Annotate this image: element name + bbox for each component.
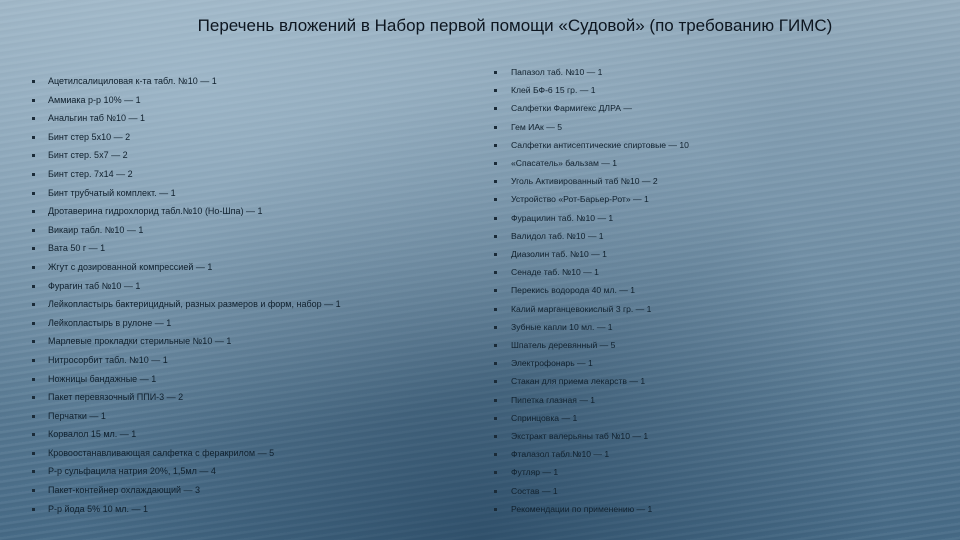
- list-item-text: Перчатки — 1: [48, 410, 106, 421]
- list-item: [511, 354, 689, 372]
- list-item-text: Фталазол табл.№10 — 1: [511, 449, 610, 460]
- list-item-text: Вата 50 г — 1: [48, 243, 106, 254]
- bullet-icon: [494, 344, 497, 347]
- bullet-icon: [32, 99, 35, 102]
- list-item-text: Стакан для приема лекарств — 1: [511, 376, 646, 387]
- list-item-text: Клей БФ-6 15 гр. — 1: [511, 85, 596, 96]
- bullet-icon: [494, 289, 497, 292]
- list-item: [48, 277, 341, 296]
- list-item: [48, 146, 341, 165]
- bullet-icon: [494, 217, 497, 220]
- list-item: [511, 63, 689, 81]
- list-item: [511, 336, 689, 354]
- list-item-text: Калий марганцевокислый 3 гр. — 1: [511, 303, 652, 314]
- list-item: [48, 370, 341, 389]
- bullet-icon: [494, 471, 497, 474]
- bullet-icon: [494, 107, 497, 110]
- list-item-text: Викаир табл. №10 — 1: [48, 224, 144, 235]
- list-item-text: Диазолин таб. №10 — 1: [511, 249, 607, 260]
- bullet-icon: [32, 489, 35, 492]
- list-item-text: Анальгин таб №10 — 1: [48, 113, 146, 124]
- bullet-icon: [32, 136, 35, 139]
- bullet-icon: [494, 126, 497, 129]
- list-item-text: Устройство «Рот-Барьер-Рот» — 1: [511, 194, 649, 205]
- bullet-icon: [32, 359, 35, 362]
- list-item-text: Аммиака р-р 10% — 1: [48, 94, 141, 105]
- list-item-text: Валидол таб. №10 — 1: [511, 230, 604, 241]
- bullet-icon: [32, 210, 35, 213]
- list-item-text: Лейкопластырь бактерицидный, разных размеров и форм, набор — 1: [48, 299, 341, 310]
- list-item-text: Фурацилин таб. №10 — 1: [511, 212, 614, 223]
- list-item: [511, 445, 689, 463]
- list-item: [48, 500, 341, 519]
- list-item-text: Папазол таб. №10 — 1: [511, 67, 603, 77]
- bullet-icon: [32, 229, 35, 232]
- bullet-icon: [494, 89, 497, 92]
- left-item-list: [48, 72, 341, 518]
- list-item: [511, 99, 689, 117]
- list-item-text: Зубные капли 10 мл. — 1: [511, 321, 613, 332]
- list-item: [48, 91, 341, 110]
- list-item-text: Бинт стер. 5х7 — 2: [48, 150, 128, 161]
- bullet-icon: [494, 490, 497, 493]
- list-item-text: Электрофонарь — 1: [511, 358, 593, 369]
- bullet-icon: [494, 435, 497, 438]
- list-item-text: Кровоостанавливающая салфетка с феракрилом — 5: [48, 447, 275, 458]
- right-item-list: [511, 63, 689, 518]
- list-item: [511, 81, 689, 99]
- list-item: [48, 332, 341, 351]
- list-item-text: Ножницы бандажные — 1: [48, 373, 157, 384]
- list-item: [48, 202, 341, 221]
- list-item: [48, 258, 341, 277]
- list-item: [511, 190, 689, 208]
- bullet-icon: [494, 71, 497, 74]
- list-item-text: Бинт трубчатый комплект. — 1: [48, 187, 176, 198]
- list-item-text: Ацетилсалициловая к-та табл. №10 — 1: [48, 76, 217, 86]
- list-item: [48, 184, 341, 203]
- list-item: [48, 295, 341, 314]
- list-item: [48, 388, 341, 407]
- bullet-icon: [494, 198, 497, 201]
- list-item: [48, 314, 341, 333]
- bullet-icon: [32, 452, 35, 455]
- list-item-text: Экстракт валерьяны таб №10 — 1: [511, 431, 649, 442]
- bullet-icon: [32, 303, 35, 306]
- bullet-icon: [494, 253, 497, 256]
- list-item-text: Лейкопластырь в рулоне — 1: [48, 317, 172, 328]
- bullet-icon: [32, 415, 35, 418]
- list-item: [511, 281, 689, 299]
- list-item-text: Пакет перевязочный ППИ-3 — 2: [48, 392, 184, 403]
- bullet-icon: [494, 162, 497, 165]
- list-item: [511, 227, 689, 245]
- bullet-icon: [494, 180, 497, 183]
- bullet-icon: [32, 322, 35, 325]
- list-item-text: Уголь Активированный таб №10 — 2: [511, 176, 658, 187]
- list-item-text: Марлевые прокладки стерильные №10 — 1: [48, 336, 232, 347]
- bullet-icon: [494, 453, 497, 456]
- list-item: [511, 136, 689, 154]
- list-item-text: Бинт стер. 7х14 — 2: [48, 168, 133, 179]
- bullet-icon: [494, 399, 497, 402]
- list-item-text: «Спасатель» бальзам — 1: [511, 158, 618, 169]
- list-item: [511, 154, 689, 172]
- list-item-text: Футляр — 1: [511, 467, 559, 478]
- bullet-icon: [494, 308, 497, 311]
- list-item: [48, 128, 341, 147]
- bullet-icon: [32, 247, 35, 250]
- list-item: [48, 72, 341, 91]
- list-item: [511, 500, 689, 518]
- bullet-icon: [32, 117, 35, 120]
- list-item-text: Дротаверина гидрохлорид табл.№10 (Но-Шпа) — 1: [48, 206, 263, 217]
- list-item: [511, 409, 689, 427]
- bullet-icon: [494, 235, 497, 238]
- list-item-text: Бинт стер 5х10 — 2: [48, 131, 131, 142]
- list-item-text: Перекись водорода 40 мл. — 1: [511, 285, 636, 296]
- list-item: [48, 351, 341, 370]
- bullet-icon: [32, 470, 35, 473]
- bullet-icon: [494, 417, 497, 420]
- list-item-text: Пипетка глазная — 1: [511, 394, 596, 405]
- list-item-text: Корвалол 15 мл. — 1: [48, 429, 137, 440]
- bullet-icon: [494, 271, 497, 274]
- list-item-text: Жгут с дозированной компрессией — 1: [48, 261, 213, 272]
- list-item: [48, 425, 341, 444]
- list-item: [511, 245, 689, 263]
- page-title: Перечень вложений в Набор первой помощи «Судовой» (по требованию ГИМС): [197, 16, 833, 35]
- list-item: [511, 118, 689, 136]
- list-item: [511, 209, 689, 227]
- list-item: [511, 391, 689, 409]
- bullet-icon: [32, 378, 35, 381]
- bullet-icon: [32, 266, 35, 269]
- bullet-icon: [32, 285, 35, 288]
- list-item: [511, 318, 689, 336]
- list-item-text: Нитросорбит табл. №10 — 1: [48, 354, 168, 365]
- list-item: [48, 407, 341, 426]
- bullet-icon: [494, 144, 497, 147]
- bullet-icon: [494, 508, 497, 511]
- list-item-text: Рекомендации по применению — 1: [511, 503, 653, 514]
- list-item: [48, 481, 341, 500]
- list-item: [511, 463, 689, 481]
- list-item: [48, 165, 341, 184]
- bullet-icon: [32, 154, 35, 157]
- bullet-icon: [32, 192, 35, 195]
- list-item: [511, 172, 689, 190]
- list-item-text: Салфетки Фармигекс ДЛРА —: [511, 103, 632, 114]
- list-item-text: Пакет-контейнер охлаждающий — 3: [48, 485, 201, 496]
- bullet-icon: [32, 433, 35, 436]
- list-item-text: Шпатель деревянный — 5: [511, 340, 616, 351]
- bullet-icon: [32, 173, 35, 176]
- list-item-text: Состав — 1: [511, 485, 558, 496]
- bullet-icon: [32, 340, 35, 343]
- list-item-text: Р-р йода 5% 10 мл. — 1: [48, 503, 149, 514]
- bullet-icon: [494, 362, 497, 365]
- list-item-text: Гем ИАк — 5: [511, 121, 562, 132]
- bullet-icon: [32, 508, 35, 511]
- bullet-icon: [32, 396, 35, 399]
- list-item: [511, 372, 689, 390]
- bullet-icon: [494, 326, 497, 329]
- list-item-text: Салфетки антисептические спиртовые — 10: [511, 139, 689, 150]
- list-item: [48, 239, 341, 258]
- list-item: [511, 263, 689, 281]
- bullet-icon: [494, 380, 497, 383]
- list-item: [48, 462, 341, 481]
- list-item-text: Сенаде таб. №10 — 1: [511, 267, 599, 278]
- list-item: [48, 221, 341, 240]
- list-item-text: Фурагин таб №10 — 1: [48, 280, 141, 291]
- bullet-icon: [32, 80, 35, 83]
- list-item-text: Р-р сульфацила натрия 20%, 1,5мл — 4: [48, 466, 216, 477]
- list-item: [511, 482, 689, 500]
- list-item-text: Спринцовка — 1: [511, 412, 578, 423]
- list-item: [48, 444, 341, 463]
- list-item: [48, 109, 341, 128]
- list-item: [511, 427, 689, 445]
- list-item: [511, 300, 689, 318]
